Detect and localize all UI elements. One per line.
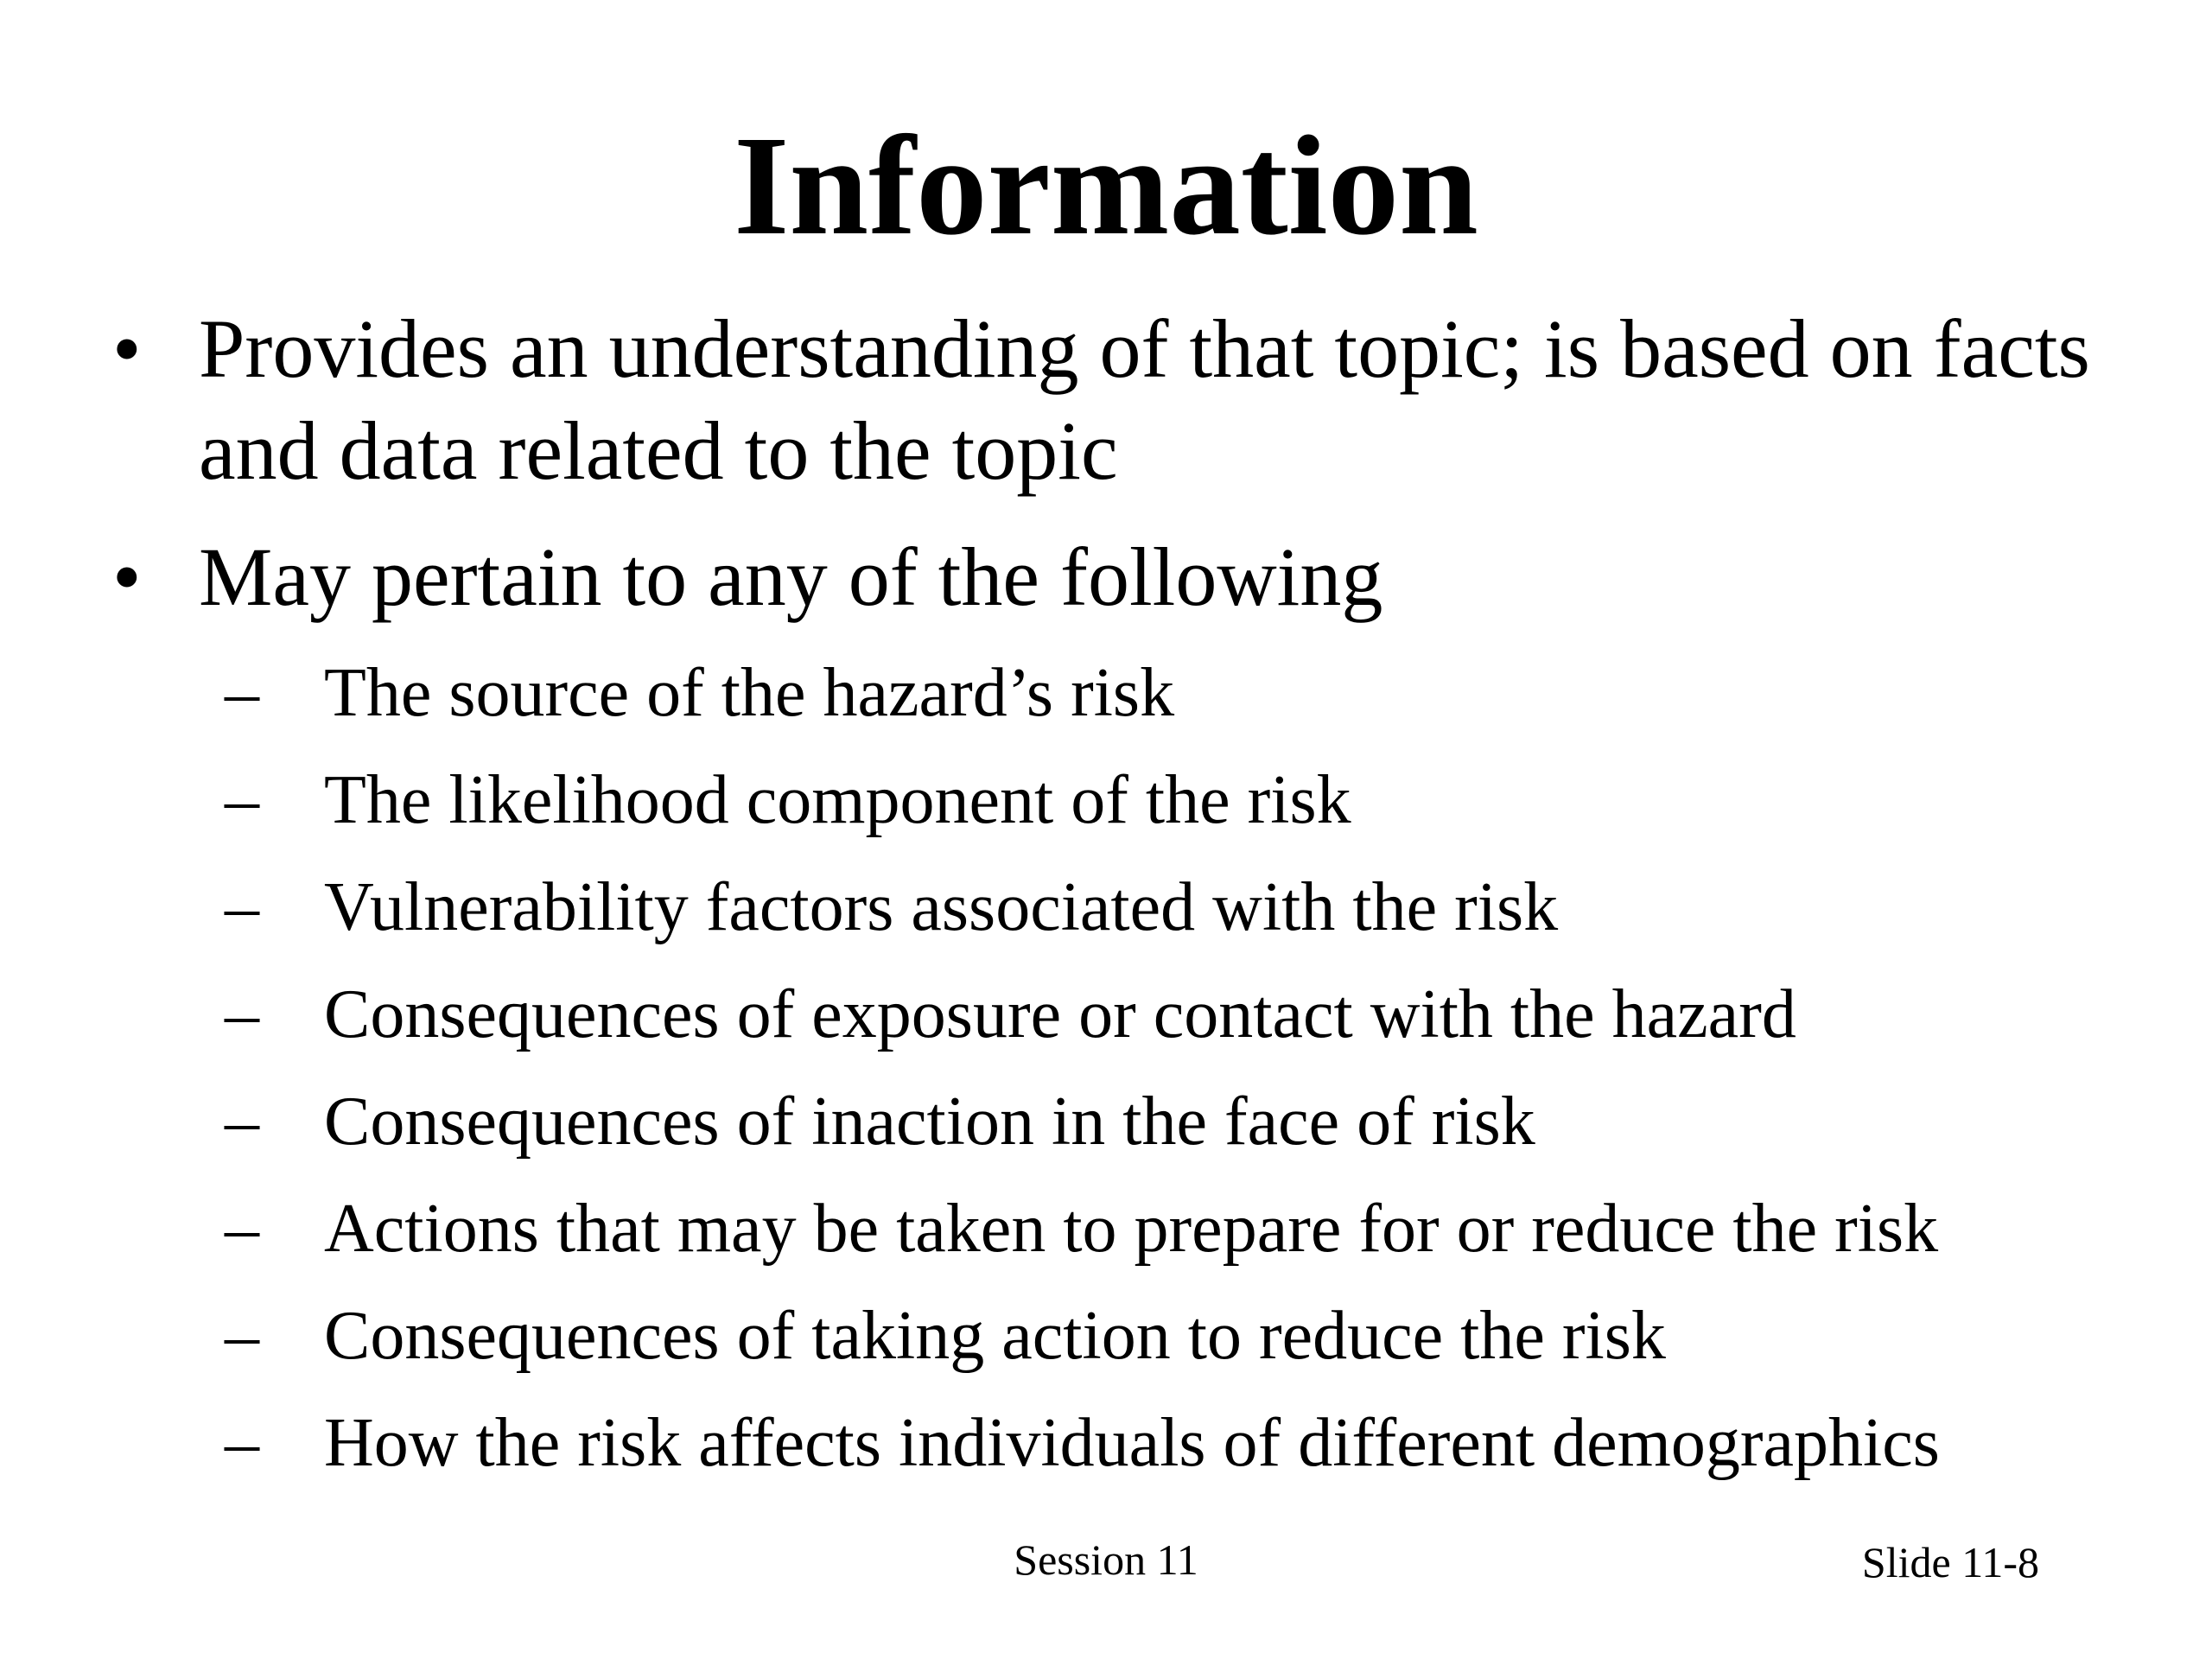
sub-bullet-item — [225, 639, 2160, 747]
dash-marker: – — [225, 1405, 259, 1481]
dash-marker: – — [225, 1084, 259, 1160]
sub-bullet-list — [225, 639, 2160, 1497]
dash-marker: – — [225, 869, 259, 945]
bullet-item — [112, 298, 2100, 502]
sub-bullet-item — [225, 1068, 2160, 1175]
sub-bullet-item — [225, 961, 2160, 1068]
bullet-marker: • — [112, 531, 142, 623]
sub-bullet-text: Vulnerability factors associated with the risk — [324, 869, 1559, 945]
dash-marker: – — [225, 655, 259, 731]
slide-title: Information — [734, 106, 1478, 264]
slide-number: Slide 11-8 — [1861, 1538, 2039, 1586]
sub-bullet-text: How the risk affects individuals of different demographics — [324, 1405, 1940, 1481]
sub-bullet-text: Actions that may be taken to prepare for or reduce the risk — [324, 1191, 1939, 1267]
sub-bullet-text: The likelihood component of the risk — [324, 762, 1351, 838]
sub-bullet-item — [225, 854, 2160, 961]
sub-bullet-item — [225, 747, 2160, 854]
dash-marker: – — [225, 976, 259, 1052]
sub-bullet-text: Consequences of inaction in the face of risk — [324, 1084, 1535, 1160]
bullet-text: May pertain to any of the following — [199, 531, 1383, 623]
sub-bullet-text: The source of the hazard’s risk — [324, 655, 1175, 731]
sub-bullet-item — [225, 1389, 2160, 1497]
bullet-text: Provides an understanding of that topic; is based on facts and data related to the topic — [199, 302, 2090, 497]
dash-marker: – — [225, 1298, 259, 1374]
session-label: Session 11 — [1014, 1535, 1198, 1584]
dash-marker: – — [225, 1191, 259, 1267]
sub-bullet-text: Consequences of taking action to reduce the risk — [324, 1298, 1666, 1374]
bullet-item — [112, 526, 2100, 628]
sub-bullet-item — [225, 1175, 2160, 1282]
sub-bullet-text: Consequences of exposure or contact with the hazard — [324, 976, 1796, 1052]
sub-bullet-item — [225, 1282, 2160, 1389]
bullet-marker: • — [112, 302, 142, 395]
bullet-list — [112, 298, 2100, 652]
dash-marker: – — [225, 762, 259, 838]
